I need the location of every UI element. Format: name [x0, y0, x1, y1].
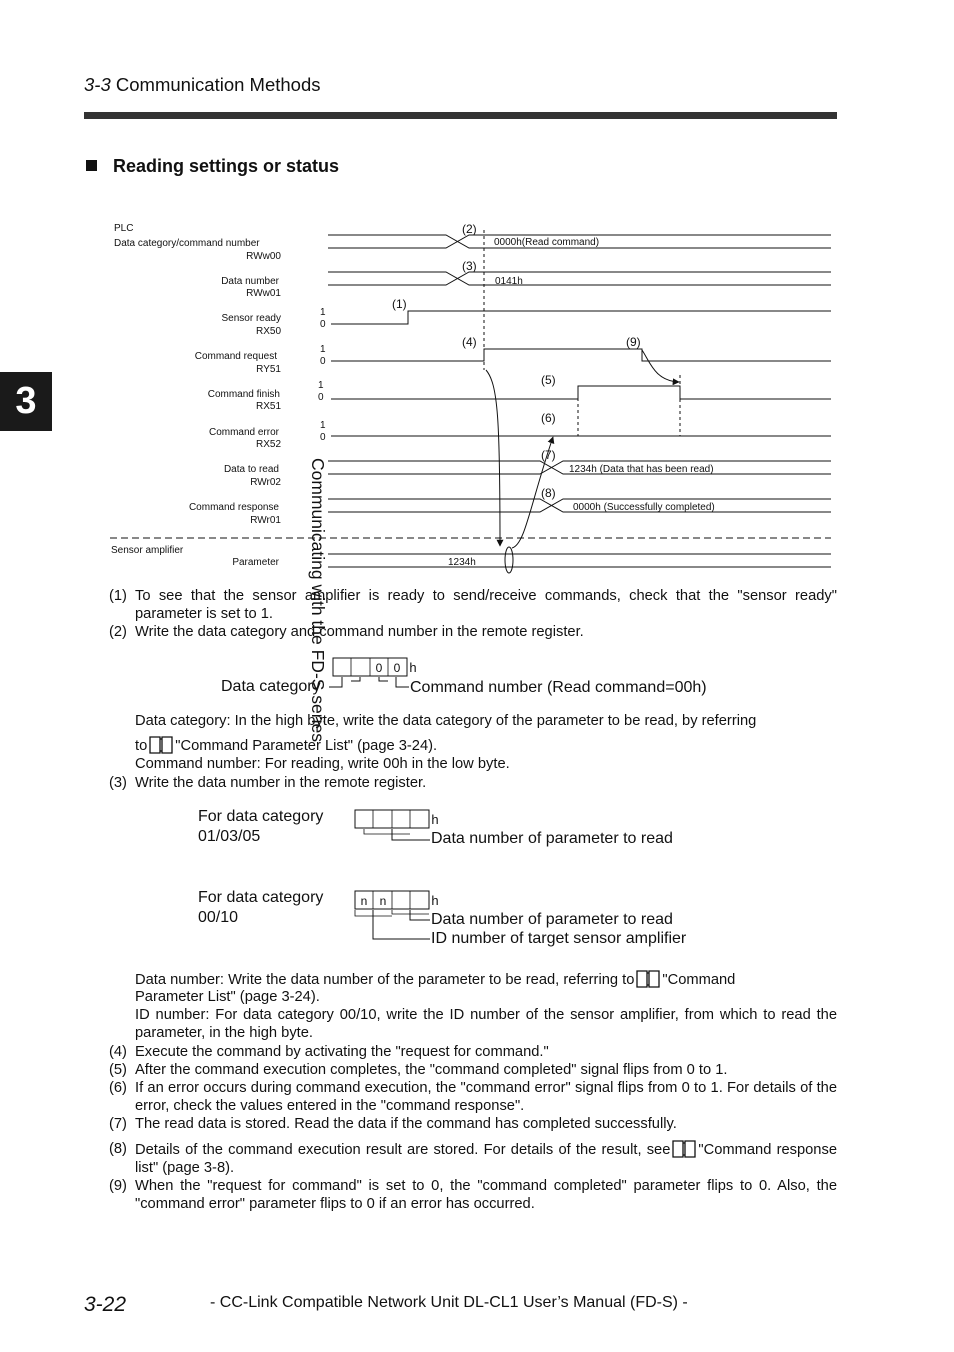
signal-name-rx51: Command finish	[207, 389, 280, 400]
fig1-hex-suffix: h	[409, 660, 417, 675]
marker-7: (7)	[541, 448, 556, 462]
signal-name-ry51: Command request	[194, 351, 277, 362]
explain-data-category: Data category: In the high byte, write the data category of the parameter to be read, by referring	[135, 713, 757, 729]
chapter-tab: 3	[0, 372, 52, 431]
section-title: Communication Methods	[115, 74, 321, 95]
rww01-value: 0141h	[495, 276, 523, 287]
parameter-waveform	[328, 554, 831, 567]
fig3-cell-2: n	[379, 894, 387, 908]
section-number: 3-3	[84, 74, 111, 95]
fig2-label-line2: 01/03/05	[198, 828, 261, 845]
signal-name-rww00: Data category/command number	[114, 238, 260, 249]
level-1-ry51: 1	[320, 344, 326, 355]
plc-label: PLC	[114, 223, 134, 234]
fig3-cell-1: n	[360, 894, 368, 908]
fig1-cell-3: 0	[375, 661, 383, 675]
book-icon	[672, 1140, 696, 1158]
signal-code-rx50: RX50	[255, 326, 281, 337]
book-icon	[149, 736, 173, 754]
level-0-rx51: 0	[318, 392, 324, 403]
fig2-label-line1: For data category	[198, 808, 324, 825]
marker-6: (6)	[541, 411, 556, 425]
signal-code-rww01: RWw01	[246, 288, 281, 299]
level-0-rx50: 0	[320, 319, 326, 330]
header-rule	[84, 112, 837, 119]
marker-8: (8)	[541, 486, 556, 500]
section-header	[84, 74, 321, 96]
subsection-heading	[86, 156, 339, 177]
explain-data-number-ref: Parameter List" (page 3-24).	[135, 989, 320, 1005]
fig3-label-line2: 00/10	[198, 909, 239, 926]
rx50-waveform	[331, 311, 831, 324]
explain-data-number: Data number: Write the data number of the parameter to be read, referring to "Command	[135, 972, 736, 988]
signal-code-rwr01: RWr01	[250, 515, 281, 526]
signal-code-rx51: RX51	[255, 401, 281, 412]
level-0-rx52: 0	[320, 432, 326, 443]
chapter-side-text: Communicating with the FD-S series	[308, 458, 328, 742]
marker-4: (4)	[462, 335, 477, 349]
signal-name-rwr02: Data to read	[223, 464, 279, 475]
fig1-cell-4: 0	[393, 661, 401, 675]
marker-9: (9)	[626, 335, 641, 349]
fig3-label-line1: For data category	[198, 889, 324, 906]
fig3-hex-suffix: h	[431, 893, 439, 908]
fig1-left-label: Data category	[221, 678, 321, 695]
signal-code-rww00: RWw00	[246, 251, 281, 262]
parameter-label: Parameter	[232, 557, 279, 568]
signal-code-rwr02: RWr02	[250, 477, 281, 488]
book-icon	[636, 970, 660, 988]
sensor-amp-label: Sensor amplifier	[111, 545, 184, 556]
rwr02-value: 1234h (Data that has been read)	[569, 464, 714, 475]
square-bullet-icon	[86, 160, 97, 171]
fig2-note: Data number of parameter to read	[431, 830, 673, 847]
rx51-waveform	[331, 386, 831, 399]
fig2-hex-suffix: h	[431, 812, 439, 827]
signal-name-rx52: Command error	[208, 427, 279, 438]
marker-2: (2)	[462, 222, 477, 236]
ry51-waveform	[331, 349, 831, 361]
signal-code-rx52: RX52	[255, 439, 281, 450]
explain-command-number: Command number: For reading, write 00h in the low byte.	[135, 756, 510, 772]
reset-arrow	[642, 350, 679, 382]
level-1-rx51: 1	[318, 380, 324, 391]
level-1-rx50: 1	[320, 307, 326, 318]
fig3-note-1: Data number of parameter to read	[431, 911, 673, 928]
signal-name-rx50: Sensor ready	[221, 313, 281, 324]
marker-3: (3)	[462, 259, 477, 273]
marker-1: (1)	[392, 297, 407, 311]
parameter-read-marker	[505, 547, 513, 573]
page-number: 3-22	[84, 1293, 127, 1316]
explain-id-number: ID number: For data category 00/10, write the ID number of the sensor amplifier, from which to read the parameter, in the high byte.	[135, 1007, 837, 1042]
parameter-value: 1234h	[448, 557, 476, 568]
signal-name-rwr01: Command response	[188, 502, 279, 513]
signal-code-ry51: RY51	[256, 364, 281, 375]
marker-5: (5)	[541, 373, 556, 387]
rwr01-value: 0000h (Successfully completed)	[573, 502, 715, 513]
footer-title: - CC-Link Compatible Network Unit DL-CL1 User’s Manual (FD-S) -	[210, 1294, 688, 1311]
explain-data-category-ref: to "Command Parameter List" (page 3-24).	[135, 738, 438, 754]
fig1-right-label: Command number (Read command=00h)	[410, 679, 707, 696]
level-1-rx52: 1	[320, 420, 326, 431]
rww01-waveform	[328, 272, 831, 285]
level-0-ry51: 0	[320, 356, 326, 367]
fig3-note-2: ID number of target sensor amplifier	[431, 930, 687, 947]
rww00-value: 0000h(Read command)	[494, 237, 600, 248]
timing-diagram	[0, 210, 954, 580]
signal-name-rww01: Data number	[221, 276, 279, 287]
heading-text: Reading settings or status	[113, 156, 340, 176]
request-to-amplifier-arrow	[486, 370, 500, 546]
